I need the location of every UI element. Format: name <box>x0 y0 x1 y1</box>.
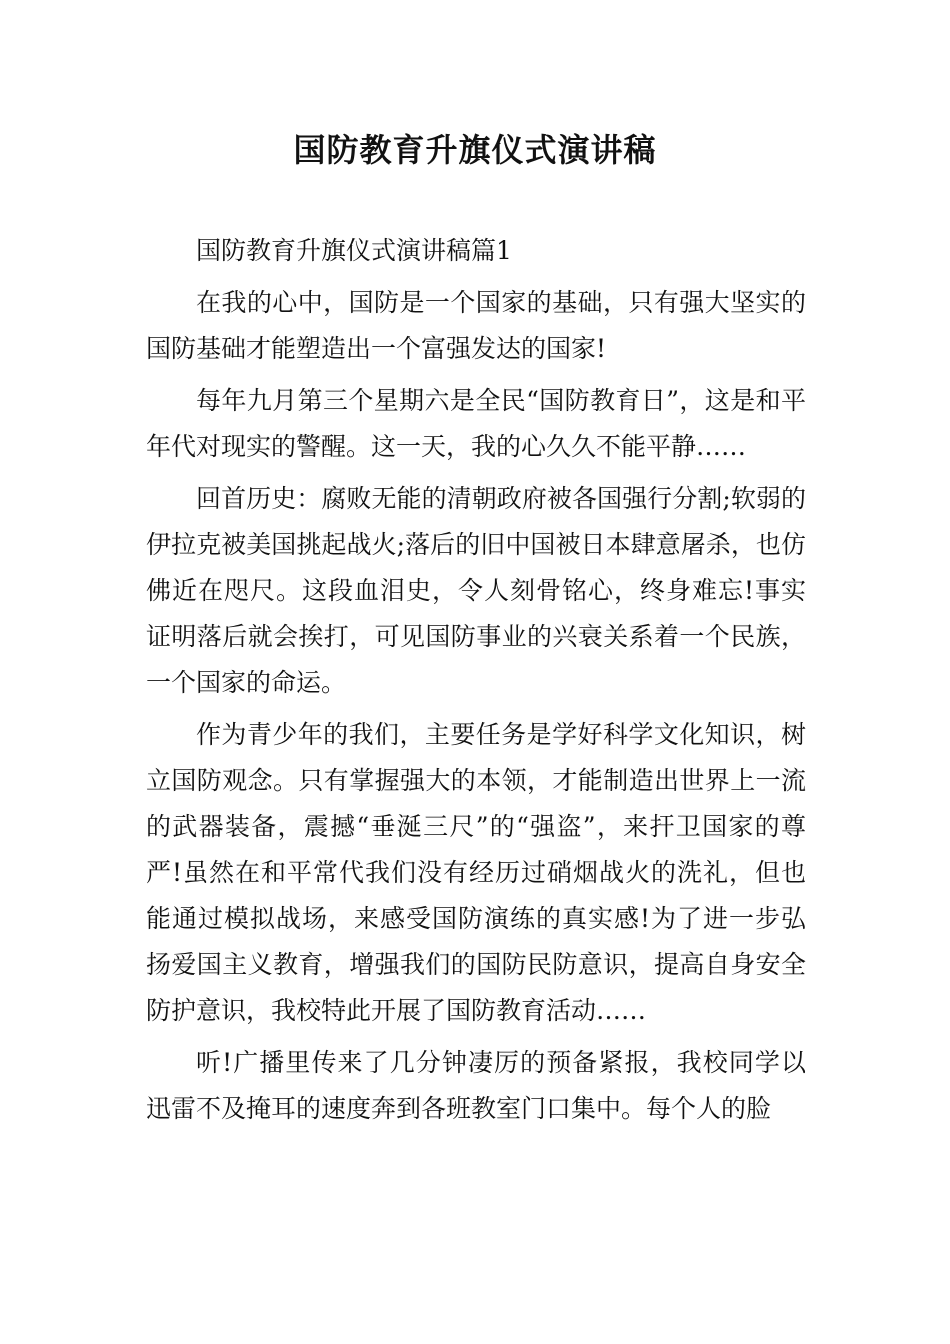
document-body <box>146 228 806 1138</box>
section-heading: 国防教育升旗仪式演讲稿篇1 <box>196 236 512 265</box>
paragraph: 在我的心中，国防是一个国家的基础，只有强大坚实的国防基础才能塑造出一个富强发达的国家! <box>146 288 806 363</box>
document-title: 国防教育升旗仪式演讲稿 <box>293 131 657 169</box>
paragraph: 作为青少年的我们，主要任务是学好科学文化知识，树立国防观念。只有掌握强大的本领，才能制造出世界上一流的武器装备，震撼“垂涎三尺”的“强盗”，来扞卫国家的尊严!虽然在和平常代我们没有经历过硝烟战火的洗礼，但也能通过模拟战场，来感受国防演练的真实感!为了进一步弘扬爱国主义教育，增强我们的国防民防意识，提高自身安全防护意识，我校特此开展了国防教育活动…… <box>146 720 806 1025</box>
paragraph: 每年九月第三个星期六是全民“国防教育日”，这是和平年代对现实的警醒。这一天，我的心久久不能平静…… <box>146 386 806 461</box>
paragraph: 听!广播里传来了几分钟凄厉的预备紧报，我校同学以迅雷不及掩耳的速度奔到各班教室门口集中。每个人的脸 <box>146 1048 806 1123</box>
paragraph: 回首历史：腐败无能的清朝政府被各国强行分割;软弱的伊拉克被美国挑起战火;落后的旧中国被日本肆意屠杀，也仿佛近在咫尺。这段血泪史，令人刻骨铭心，终身难忘!事实证明落后就会挨打，可见国防事业的兴衰关系着一个民族，一个国家的命运。 <box>146 484 806 697</box>
